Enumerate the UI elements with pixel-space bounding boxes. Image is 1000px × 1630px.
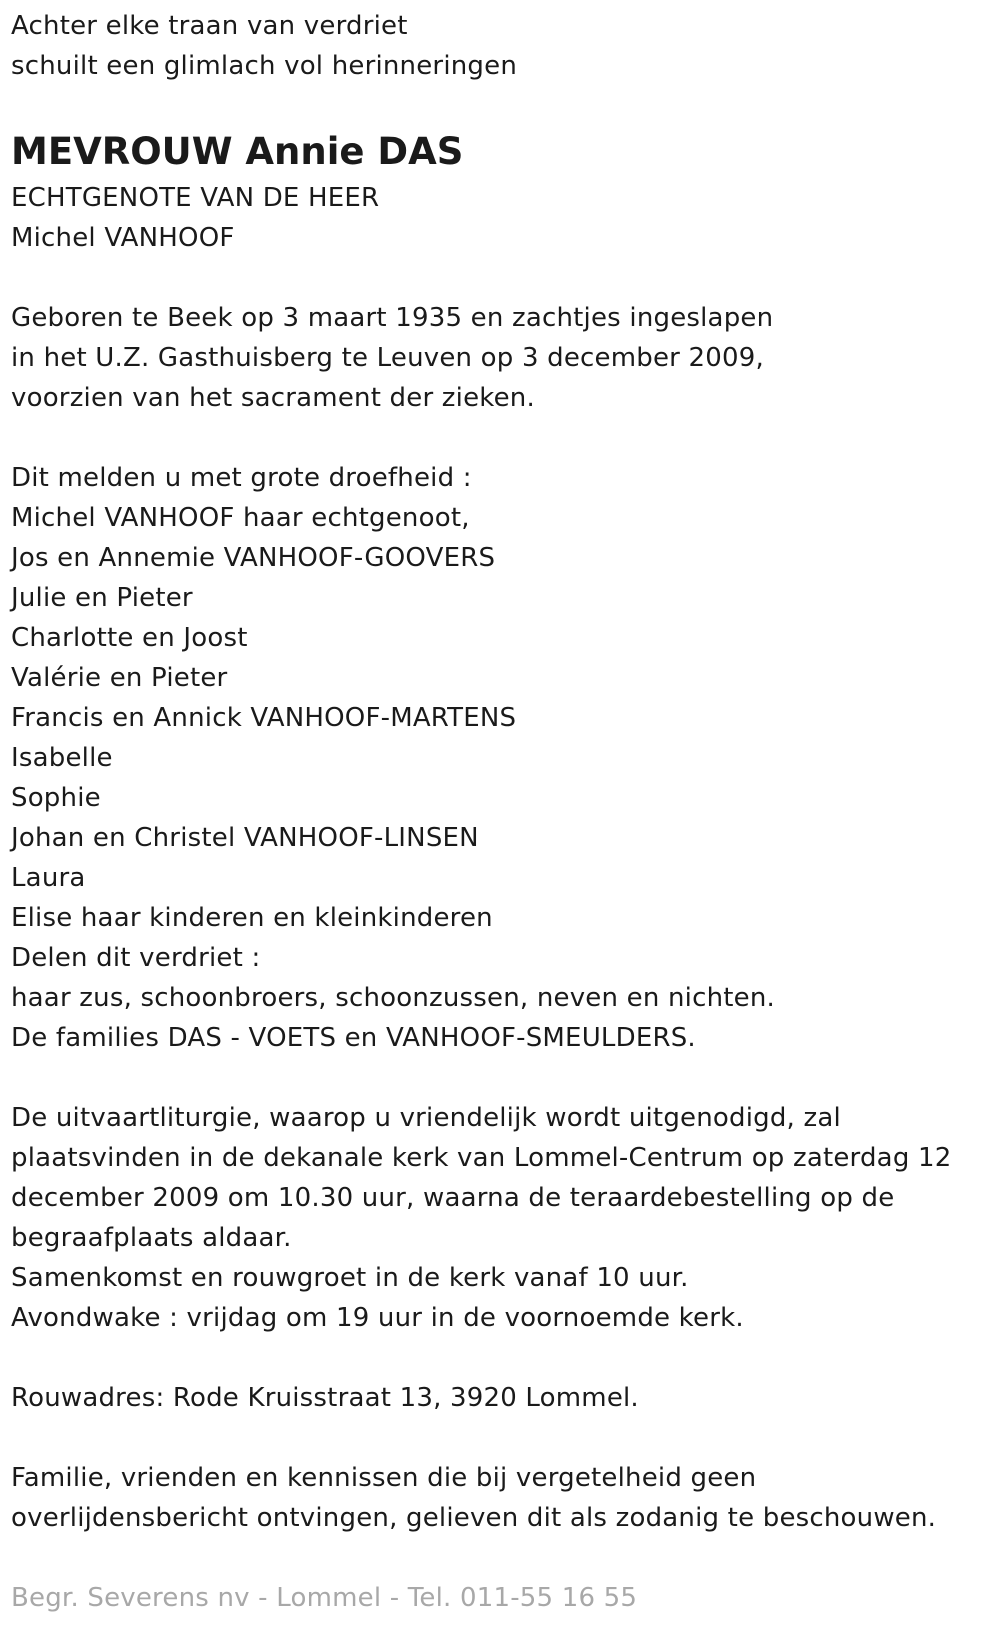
funeral-line: plaatsvinden in de dekanale kerk van Lommel-Centrum op zaterdag 12: [11, 1143, 952, 1173]
spacer: [11, 1338, 986, 1378]
funeral-details: [11, 1098, 986, 1338]
family-announcement: [11, 458, 986, 1058]
birth-death-block: [11, 298, 986, 418]
announcement-intro: Dit melden u met grote droefheid :: [11, 463, 472, 493]
funeral-line: december 2009 om 10.30 uur, waarna de teraardebestelling op de: [11, 1183, 895, 1213]
spacer: [11, 1538, 986, 1578]
notice-line: Familie, vrienden en kennissen die bij vergetelheid geen: [11, 1463, 757, 1493]
family-line: Valérie en Pieter: [11, 663, 228, 693]
spacer: [11, 1058, 986, 1098]
spacer: [11, 1418, 986, 1458]
birth-death-line: Geboren te Beek op 3 maart 1935 en zachtjes ingeslapen: [11, 303, 774, 333]
funeral-home-footer: Begr. Severens nv - Lommel - Tel. 011-55 16 55: [11, 1583, 638, 1613]
notice-block: [11, 1458, 986, 1538]
motto-line: schuilt een glimlach vol herinneringen: [11, 51, 518, 81]
family-line: haar zus, schoonbroers, schoonzussen, neven en nichten.: [11, 983, 775, 1013]
funeral-line: Avondwake : vrijdag om 19 uur in de voornoemde kerk.: [11, 1303, 744, 1333]
deceased-block: [11, 130, 986, 258]
birth-death-line: voorzien van het sacrament der zieken.: [11, 383, 535, 413]
spacer: [11, 418, 986, 458]
family-line: Jos en Annemie VANHOOF-GOOVERS: [11, 543, 496, 573]
spacer: [11, 86, 986, 126]
family-line: Delen dit verdriet :: [11, 943, 261, 973]
obituary-notice: [11, 6, 986, 1618]
family-line: Julie en Pieter: [11, 583, 193, 613]
motto-line: Achter elke traan van verdriet: [11, 11, 408, 41]
deceased-spouse: Michel VANHOOF: [11, 223, 235, 253]
family-line: Johan en Christel VANHOOF-LINSEN: [11, 823, 479, 853]
family-line: Francis en Annick VANHOOF-MARTENS: [11, 703, 517, 733]
deceased-relation: ECHTGENOTE VAN DE HEER: [11, 183, 380, 213]
family-line: Charlotte en Joost: [11, 623, 248, 653]
notice-line: overlijdensbericht ontvingen, gelieven dit als zodanig te beschouwen.: [11, 1503, 937, 1533]
mourning-address: Rouwadres: Rode Kruisstraat 13, 3920 Lommel.: [11, 1383, 639, 1413]
family-line: Michel VANHOOF haar echtgenoot,: [11, 503, 470, 533]
family-line: Elise haar kinderen en kleinkinderen: [11, 903, 493, 933]
family-line: Isabelle: [11, 743, 113, 773]
funeral-line: Samenkomst en rouwgroet in de kerk vanaf 10 uur.: [11, 1263, 689, 1293]
family-line: Sophie: [11, 783, 101, 813]
birth-death-line: in het U.Z. Gasthuisberg te Leuven op 3 december 2009,: [11, 343, 764, 373]
funeral-line: De uitvaartliturgie, waarop u vriendelijk wordt uitgenodigd, zal: [11, 1103, 841, 1133]
funeral-line: begraafplaats aldaar.: [11, 1223, 292, 1253]
family-line: Laura: [11, 863, 86, 893]
family-line: De families DAS - VOETS en VANHOOF-SMEULDERS.: [11, 1023, 696, 1053]
spacer: [11, 258, 986, 298]
deceased-name: MEVROUW Annie DAS: [11, 130, 464, 173]
motto: [11, 6, 986, 86]
